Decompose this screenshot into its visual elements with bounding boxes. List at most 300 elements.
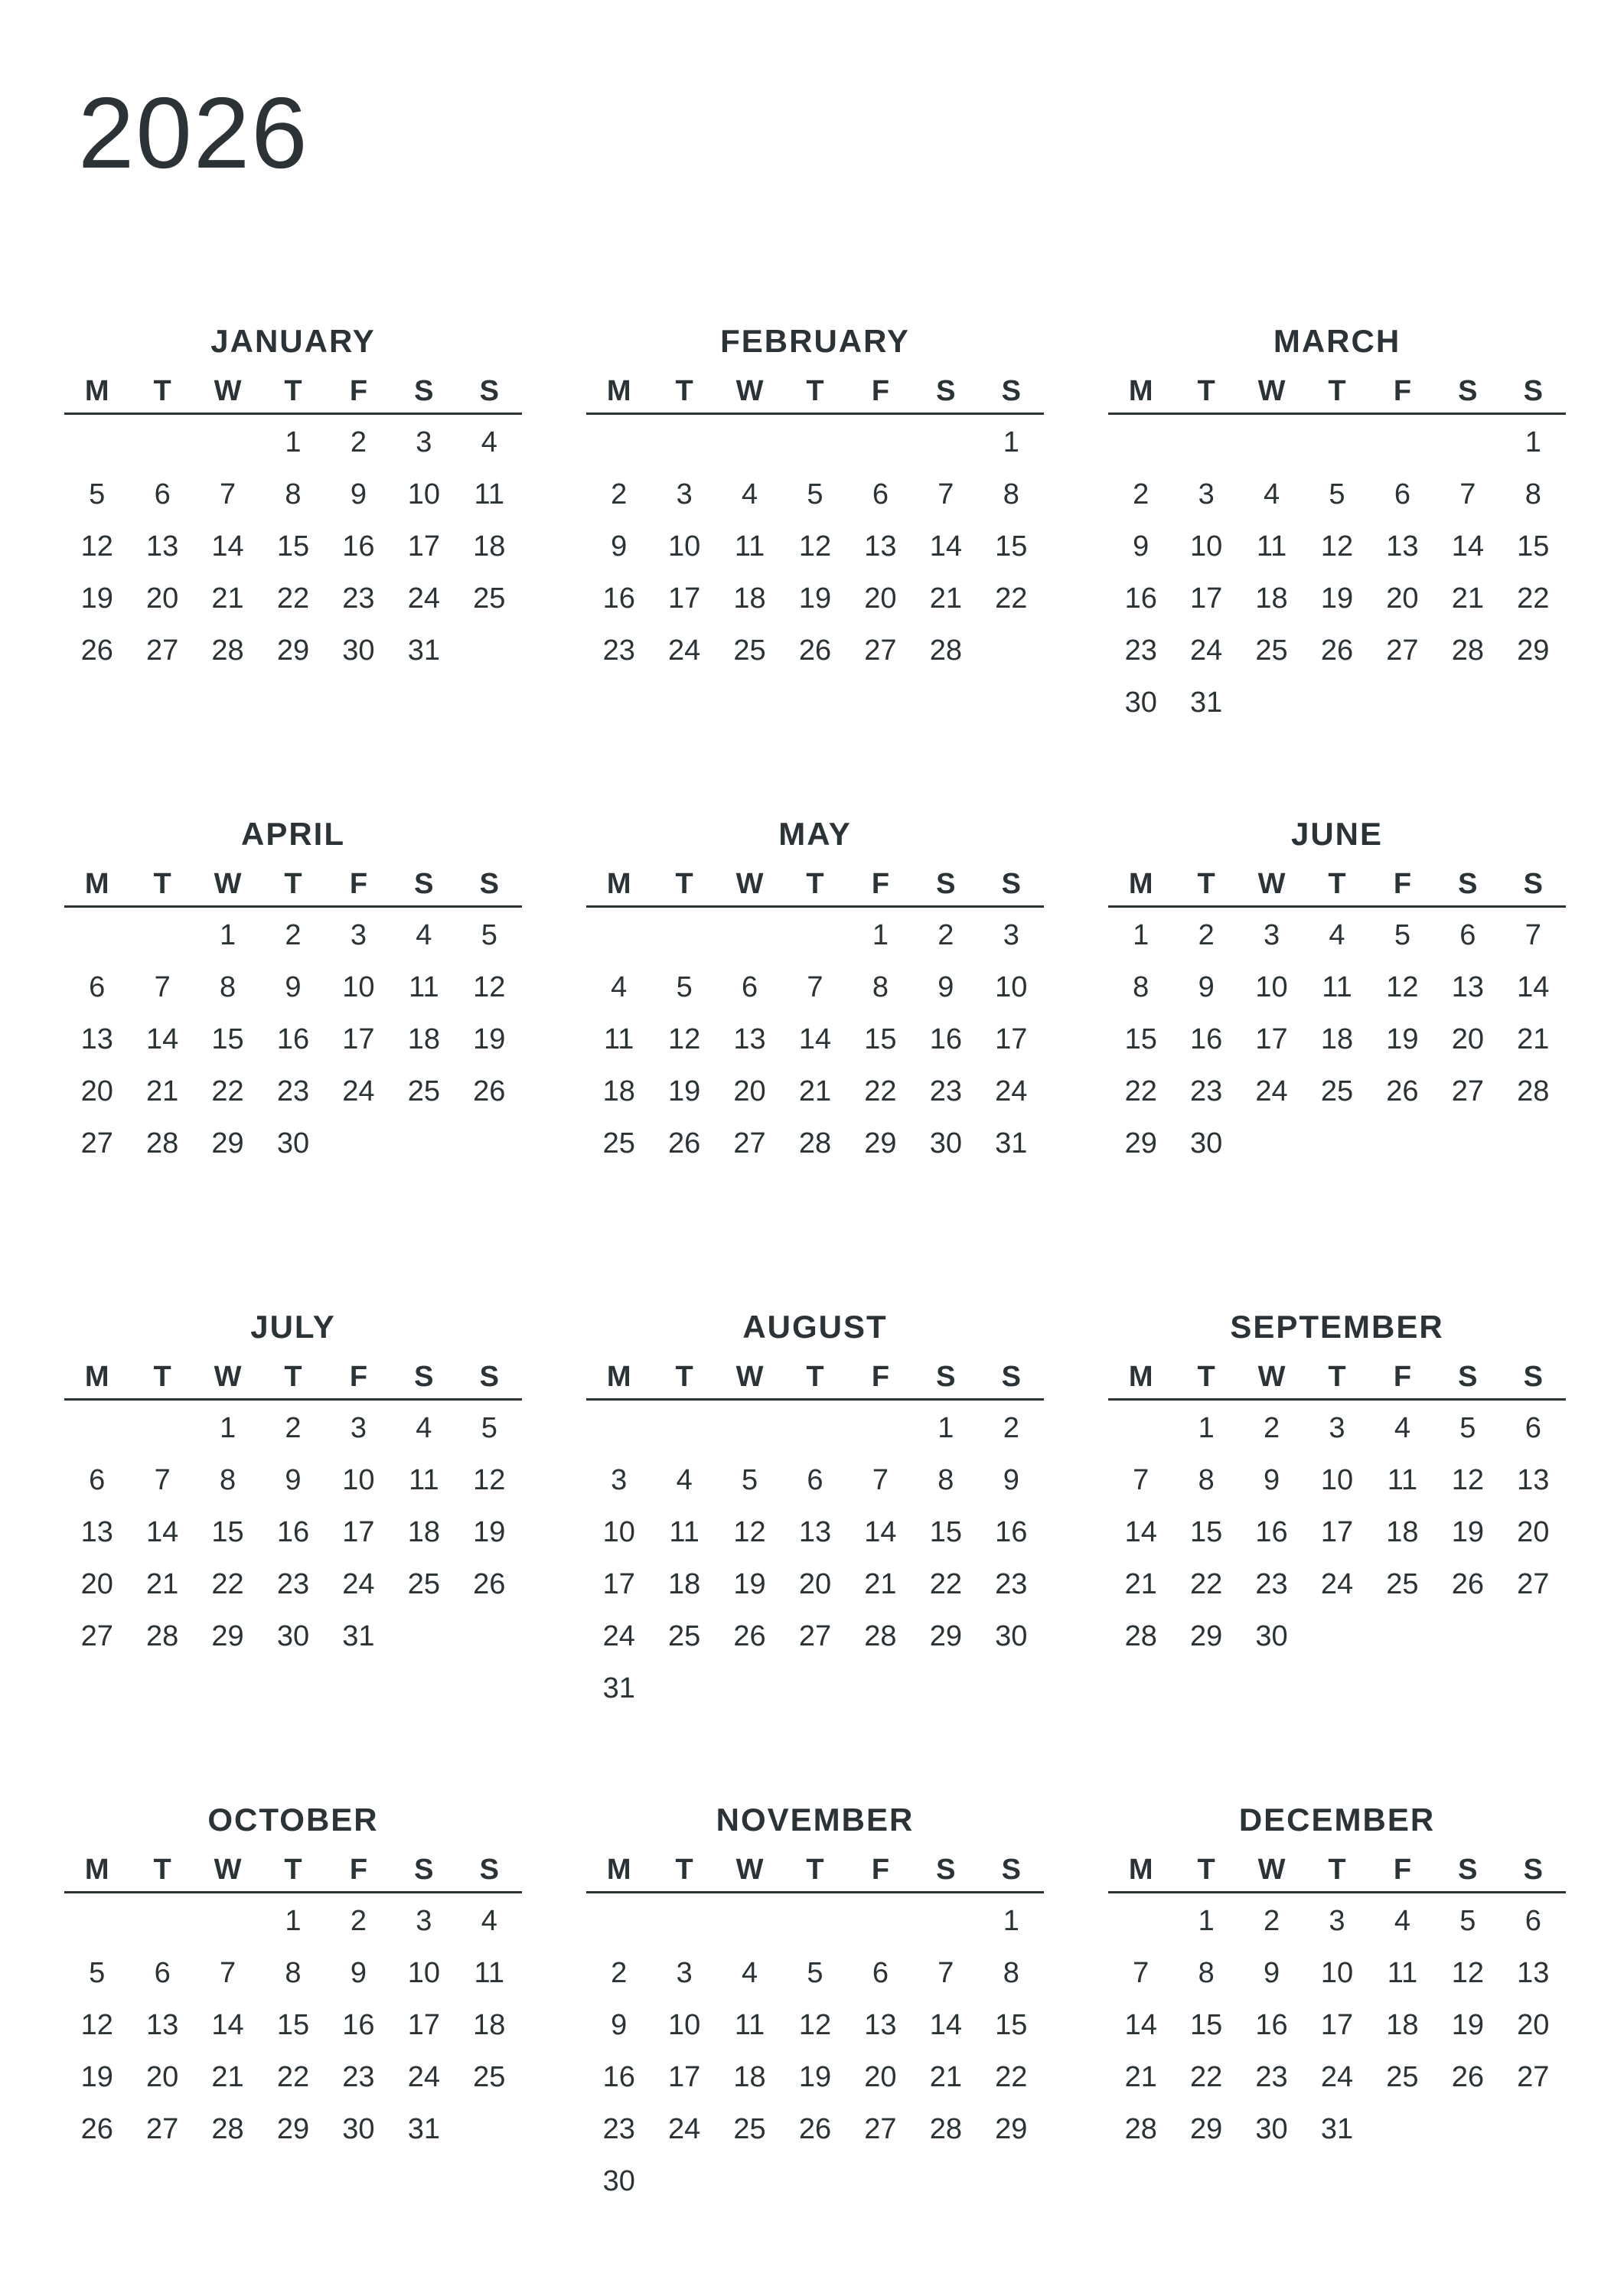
day-cell: 10 <box>1320 1464 1354 1496</box>
day-cell: 13 <box>864 2009 897 2041</box>
weekday-label: F <box>1393 375 1412 407</box>
day-cell: 18 <box>473 2009 506 2041</box>
day-cell: 18 <box>733 582 766 615</box>
day-cell: 25 <box>602 1127 635 1159</box>
empty-day-cell <box>717 1895 782 1947</box>
day-cell: 4 <box>676 1464 693 1496</box>
day-cell: 25 <box>1386 2061 1419 2093</box>
day-cell: 17 <box>1320 2009 1354 2041</box>
weekday-label: F <box>871 1361 890 1393</box>
day-cell: 1 <box>1198 1412 1215 1444</box>
day-cell: 31 <box>602 1672 635 1704</box>
month-block-july <box>64 1301 522 1794</box>
day-cell: 6 <box>154 478 171 510</box>
day-cell: 24 <box>602 1620 635 1652</box>
day-cell: 20 <box>1451 1023 1484 1055</box>
empty-day-cell <box>195 416 260 468</box>
day-cell: 20 <box>1386 582 1419 615</box>
day-cell: 18 <box>473 530 506 563</box>
day-cell: 9 <box>285 971 302 1003</box>
day-cell: 28 <box>145 1127 179 1159</box>
empty-day-cell <box>782 1402 847 1454</box>
day-cell: 17 <box>407 530 440 563</box>
weekday-label: W <box>735 1854 764 1886</box>
day-cell: 6 <box>1459 919 1476 951</box>
day-cell: 27 <box>1386 634 1419 667</box>
day-cell: 10 <box>1189 530 1223 563</box>
day-cell: 13 <box>798 1516 832 1548</box>
day-cell: 8 <box>219 971 236 1003</box>
day-cell: 28 <box>798 1127 832 1159</box>
day-cell: 2 <box>1003 1412 1019 1444</box>
weekday-label: F <box>871 868 890 900</box>
day-cell: 5 <box>741 1464 758 1496</box>
day-cell: 25 <box>473 582 506 615</box>
empty-day-cell <box>1108 1895 1173 1947</box>
weekday-label: T <box>153 375 171 407</box>
day-cell: 11 <box>1387 1957 1418 1989</box>
days-grid <box>64 1401 522 1662</box>
weekday-label: T <box>675 868 693 900</box>
day-cell: 17 <box>407 2009 440 2041</box>
day-cell: 19 <box>667 1075 701 1107</box>
weekday-label: W <box>1257 1361 1286 1393</box>
day-cell: 1 <box>1003 1905 1019 1937</box>
day-cell: 23 <box>342 2061 375 2093</box>
day-cell: 6 <box>89 1464 106 1496</box>
day-cell: 29 <box>864 1127 897 1159</box>
empty-day-cell <box>1173 416 1238 468</box>
month-block-june <box>1108 808 1566 1301</box>
day-cell: 5 <box>89 1957 106 1989</box>
day-cell: 30 <box>342 634 375 667</box>
day-cell: 15 <box>1189 2009 1223 2041</box>
day-cell: 23 <box>276 1075 310 1107</box>
weekday-label: W <box>214 868 242 900</box>
empty-day-cell <box>129 416 194 468</box>
weekday-label: F <box>1393 1361 1412 1393</box>
day-cell: 15 <box>929 1516 962 1548</box>
empty-day-cell <box>64 416 129 468</box>
empty-day-cell <box>129 1895 194 1947</box>
days-grid <box>586 1893 1044 2207</box>
weekday-label: S <box>1458 1361 1478 1393</box>
month-name: OCTOBER <box>207 1802 379 1838</box>
day-cell: 16 <box>602 2061 635 2093</box>
day-cell: 14 <box>211 530 244 563</box>
empty-day-cell <box>129 1402 194 1454</box>
empty-day-cell <box>1108 416 1173 468</box>
day-cell: 21 <box>145 1568 179 1600</box>
month-name: APRIL <box>241 816 345 852</box>
day-cell: 5 <box>1394 919 1410 951</box>
day-cell: 18 <box>407 1023 440 1055</box>
month-name: MAY <box>778 816 852 852</box>
day-cell: 24 <box>1255 1075 1288 1107</box>
weekday-label: T <box>675 1854 693 1886</box>
day-cell: 10 <box>667 530 701 563</box>
weekday-label: M <box>84 1854 109 1886</box>
day-cell: 21 <box>1124 1568 1157 1600</box>
day-cell: 7 <box>807 971 823 1003</box>
day-cell: 23 <box>1255 2061 1288 2093</box>
day-cell: 9 <box>350 478 367 510</box>
day-cell: 19 <box>1451 2009 1484 2041</box>
day-cell: 16 <box>276 1023 310 1055</box>
day-cell: 4 <box>611 971 628 1003</box>
weekday-header-row <box>1108 1846 1566 1893</box>
empty-day-cell <box>651 1402 716 1454</box>
day-cell: 21 <box>211 582 244 615</box>
day-cell: 3 <box>1329 1905 1345 1937</box>
day-cell: 11 <box>1322 971 1352 1003</box>
day-cell: 21 <box>929 2061 962 2093</box>
empty-day-cell <box>1239 416 1304 468</box>
month-name: JANUARY <box>210 323 376 359</box>
weekday-label: S <box>479 868 499 900</box>
day-cell: 6 <box>89 971 106 1003</box>
day-cell: 29 <box>1189 2113 1223 2145</box>
weekday-label: F <box>1393 1854 1412 1886</box>
day-cell: 17 <box>342 1516 375 1548</box>
day-cell: 22 <box>1124 1075 1157 1107</box>
weekday-label: S <box>414 868 434 900</box>
day-cell: 11 <box>734 2009 765 2041</box>
day-cell: 11 <box>1256 530 1287 563</box>
weekday-label: S <box>1001 1361 1021 1393</box>
weekday-label: T <box>1197 375 1215 407</box>
day-cell: 30 <box>1189 1127 1223 1159</box>
day-cell: 17 <box>602 1568 635 1600</box>
day-cell: 10 <box>602 1516 635 1548</box>
day-cell: 16 <box>342 530 375 563</box>
day-cell: 15 <box>1124 1023 1157 1055</box>
weekday-header-row <box>64 1353 522 1401</box>
empty-day-cell <box>651 909 716 961</box>
day-cell: 4 <box>481 1905 497 1937</box>
day-cell: 21 <box>211 2061 244 2093</box>
month-name: JUNE <box>1290 816 1384 852</box>
day-cell: 24 <box>407 2061 440 2093</box>
weekday-label: S <box>479 375 499 407</box>
empty-day-cell <box>913 416 978 468</box>
day-cell: 13 <box>1517 1464 1550 1496</box>
empty-day-cell <box>586 1402 651 1454</box>
day-cell: 14 <box>929 530 962 563</box>
day-cell: 6 <box>807 1464 823 1496</box>
day-cell: 23 <box>602 634 635 667</box>
day-cell: 9 <box>1133 530 1150 563</box>
days-grid <box>586 1401 1044 1714</box>
day-cell: 7 <box>872 1464 889 1496</box>
weekday-label: S <box>936 1361 956 1393</box>
day-cell: 15 <box>995 530 1028 563</box>
day-cell: 20 <box>1517 1516 1550 1548</box>
day-cell: 14 <box>1124 2009 1157 2041</box>
empty-day-cell <box>195 1895 260 1947</box>
day-cell: 15 <box>1189 1516 1223 1548</box>
weekday-label: M <box>606 1361 631 1393</box>
day-cell: 29 <box>211 1127 244 1159</box>
day-cell: 27 <box>1517 1568 1550 1600</box>
day-cell: 17 <box>1320 1516 1354 1548</box>
day-cell: 15 <box>276 2009 310 2041</box>
day-cell: 10 <box>342 971 375 1003</box>
day-cell: 27 <box>80 1620 113 1652</box>
day-cell: 9 <box>1263 1464 1280 1496</box>
day-cell: 11 <box>669 1516 699 1548</box>
day-cell: 22 <box>995 582 1028 615</box>
day-cell: 19 <box>473 1516 506 1548</box>
day-cell: 15 <box>211 1516 244 1548</box>
weekday-label: M <box>84 375 109 407</box>
day-cell: 21 <box>1517 1023 1550 1055</box>
day-cell: 15 <box>1517 530 1550 563</box>
months-grid <box>64 315 1566 2287</box>
weekday-label: S <box>1001 1854 1021 1886</box>
day-cell: 27 <box>864 634 897 667</box>
month-block-august <box>586 1301 1044 1794</box>
day-cell: 18 <box>1386 2009 1419 2041</box>
month-block-april <box>64 808 522 1301</box>
month-block-february <box>586 315 1044 808</box>
days-grid <box>586 908 1044 1169</box>
day-cell: 21 <box>929 582 962 615</box>
weekday-label: T <box>153 1854 171 1886</box>
weekday-label: M <box>606 375 631 407</box>
day-cell: 27 <box>1451 1075 1484 1107</box>
day-cell: 4 <box>1263 478 1280 510</box>
day-cell: 9 <box>938 971 954 1003</box>
day-cell: 2 <box>1263 1905 1280 1937</box>
weekday-label: T <box>284 1361 302 1393</box>
day-cell: 14 <box>1517 971 1550 1003</box>
day-cell: 7 <box>154 1464 171 1496</box>
day-cell: 26 <box>1451 1568 1484 1600</box>
day-cell: 31 <box>407 634 440 667</box>
year-title: 2026 <box>78 77 309 189</box>
day-cell: 13 <box>1451 971 1484 1003</box>
day-cell: 3 <box>676 478 693 510</box>
empty-day-cell <box>1108 1402 1173 1454</box>
day-cell: 20 <box>1517 2009 1550 2041</box>
weekday-label: S <box>479 1361 499 1393</box>
day-cell: 12 <box>1451 1464 1484 1496</box>
weekday-label: S <box>936 1854 956 1886</box>
weekday-label: T <box>675 375 693 407</box>
empty-day-cell <box>651 416 716 468</box>
day-cell: 19 <box>733 1568 766 1600</box>
empty-day-cell <box>1435 416 1500 468</box>
day-cell: 7 <box>1133 1464 1150 1496</box>
day-cell: 30 <box>602 2165 635 2197</box>
empty-day-cell <box>782 1895 847 1947</box>
empty-day-cell <box>129 909 194 961</box>
day-cell: 28 <box>211 2113 244 2145</box>
day-cell: 24 <box>995 1075 1028 1107</box>
day-cell: 6 <box>872 478 889 510</box>
day-cell: 24 <box>1320 2061 1354 2093</box>
day-cell: 8 <box>1003 478 1019 510</box>
day-cell: 17 <box>1255 1023 1288 1055</box>
day-cell: 27 <box>80 1127 113 1159</box>
weekday-label: T <box>153 868 171 900</box>
day-cell: 19 <box>473 1023 506 1055</box>
day-cell: 2 <box>611 1957 628 1989</box>
day-cell: 23 <box>1255 1568 1288 1600</box>
day-cell: 7 <box>1525 919 1541 951</box>
day-cell: 2 <box>1198 919 1215 951</box>
day-cell: 23 <box>602 2113 635 2145</box>
day-cell: 28 <box>211 634 244 667</box>
day-cell: 30 <box>342 2113 375 2145</box>
day-cell: 28 <box>145 1620 179 1652</box>
day-cell: 14 <box>929 2009 962 2041</box>
month-name: DECEMBER <box>1238 1802 1436 1838</box>
day-cell: 26 <box>798 2113 832 2145</box>
day-cell: 2 <box>350 426 367 458</box>
day-cell: 3 <box>416 1905 432 1937</box>
day-cell: 9 <box>1003 1464 1019 1496</box>
empty-day-cell <box>848 1895 913 1947</box>
day-cell: 1 <box>1198 1905 1215 1937</box>
day-cell: 9 <box>1198 971 1215 1003</box>
day-cell: 7 <box>1133 1957 1150 1989</box>
day-cell: 8 <box>1133 971 1150 1003</box>
day-cell: 4 <box>1394 1905 1410 1937</box>
day-cell: 22 <box>211 1568 244 1600</box>
day-cell: 21 <box>145 1075 179 1107</box>
day-cell: 29 <box>929 1620 962 1652</box>
empty-day-cell <box>586 909 651 961</box>
day-cell: 25 <box>407 1568 440 1600</box>
day-cell: 14 <box>1124 1516 1157 1548</box>
day-cell: 12 <box>1451 1957 1484 1989</box>
day-cell: 23 <box>342 582 375 615</box>
day-cell: 11 <box>734 530 765 563</box>
day-cell: 20 <box>80 1075 113 1107</box>
day-cell: 30 <box>276 1620 310 1652</box>
weekday-label: M <box>1128 1361 1153 1393</box>
day-cell: 25 <box>1255 634 1288 667</box>
day-cell: 26 <box>1451 2061 1484 2093</box>
day-cell: 13 <box>145 530 179 563</box>
day-cell: 13 <box>733 1023 766 1055</box>
day-cell: 29 <box>276 634 310 667</box>
day-cell: 10 <box>667 2009 701 2041</box>
weekday-label: S <box>936 868 956 900</box>
empty-day-cell <box>1370 416 1435 468</box>
day-cell: 21 <box>798 1075 832 1107</box>
day-cell: 13 <box>1386 530 1419 563</box>
day-cell: 27 <box>733 1127 766 1159</box>
weekday-label: M <box>84 868 109 900</box>
weekday-label: W <box>214 1361 242 1393</box>
day-cell: 26 <box>1320 634 1354 667</box>
day-cell: 6 <box>741 971 758 1003</box>
weekday-label: F <box>871 375 890 407</box>
day-cell: 1 <box>219 1412 236 1444</box>
day-cell: 4 <box>741 1957 758 1989</box>
day-cell: 18 <box>602 1075 635 1107</box>
weekday-label: T <box>675 1361 693 1393</box>
month-block-december <box>1108 1794 1566 2287</box>
empty-day-cell <box>848 1402 913 1454</box>
day-cell: 28 <box>929 634 962 667</box>
day-cell: 12 <box>473 1464 506 1496</box>
day-cell: 31 <box>1189 687 1223 719</box>
weekday-label: M <box>84 1361 109 1393</box>
day-cell: 23 <box>1124 634 1157 667</box>
day-cell: 19 <box>1451 1516 1484 1548</box>
day-cell: 4 <box>416 919 432 951</box>
weekday-label: T <box>1328 1361 1346 1393</box>
day-cell: 3 <box>416 426 432 458</box>
day-cell: 18 <box>1255 582 1288 615</box>
day-cell: 22 <box>1189 1568 1223 1600</box>
day-cell: 10 <box>1320 1957 1354 1989</box>
day-cell: 7 <box>219 478 236 510</box>
weekday-label: S <box>1458 868 1478 900</box>
day-cell: 26 <box>667 1127 701 1159</box>
day-cell: 29 <box>276 2113 310 2145</box>
day-cell: 24 <box>667 634 701 667</box>
day-cell: 2 <box>1133 478 1150 510</box>
day-cell: 22 <box>276 582 310 615</box>
day-cell: 29 <box>1517 634 1550 667</box>
day-cell: 12 <box>1320 530 1354 563</box>
day-cell: 9 <box>611 2009 628 2041</box>
weekday-label: F <box>349 1854 368 1886</box>
weekday-header-row <box>1108 367 1566 415</box>
day-cell: 22 <box>1517 582 1550 615</box>
day-cell: 14 <box>211 2009 244 2041</box>
empty-day-cell <box>586 1895 651 1947</box>
day-cell: 15 <box>276 530 310 563</box>
day-cell: 16 <box>1189 1023 1223 1055</box>
day-cell: 5 <box>676 971 693 1003</box>
day-cell: 1 <box>285 1905 302 1937</box>
weekday-label: T <box>1197 1854 1215 1886</box>
weekday-label: T <box>806 868 824 900</box>
day-cell: 13 <box>80 1023 113 1055</box>
empty-day-cell <box>586 416 651 468</box>
day-cell: 19 <box>798 582 832 615</box>
day-cell: 8 <box>1198 1957 1215 1989</box>
day-cell: 15 <box>995 2009 1028 2041</box>
weekday-label: T <box>1197 1361 1215 1393</box>
month-name: FEBRUARY <box>720 323 910 359</box>
day-cell: 10 <box>407 1957 440 1989</box>
day-cell: 25 <box>1320 1075 1354 1107</box>
day-cell: 13 <box>145 2009 179 2041</box>
day-cell: 3 <box>1198 478 1215 510</box>
day-cell: 12 <box>798 2009 832 2041</box>
weekday-label: W <box>1257 375 1286 407</box>
day-cell: 25 <box>1386 1568 1419 1600</box>
weekday-label: W <box>735 868 764 900</box>
day-cell: 7 <box>219 1957 236 1989</box>
day-cell: 16 <box>929 1023 962 1055</box>
day-cell: 27 <box>145 634 179 667</box>
day-cell: 7 <box>154 971 171 1003</box>
day-cell: 16 <box>276 1516 310 1548</box>
day-cell: 29 <box>1124 1127 1157 1159</box>
day-cell: 7 <box>1459 478 1476 510</box>
month-block-november <box>586 1794 1044 2287</box>
day-cell: 3 <box>350 919 367 951</box>
day-cell: 19 <box>798 2061 832 2093</box>
